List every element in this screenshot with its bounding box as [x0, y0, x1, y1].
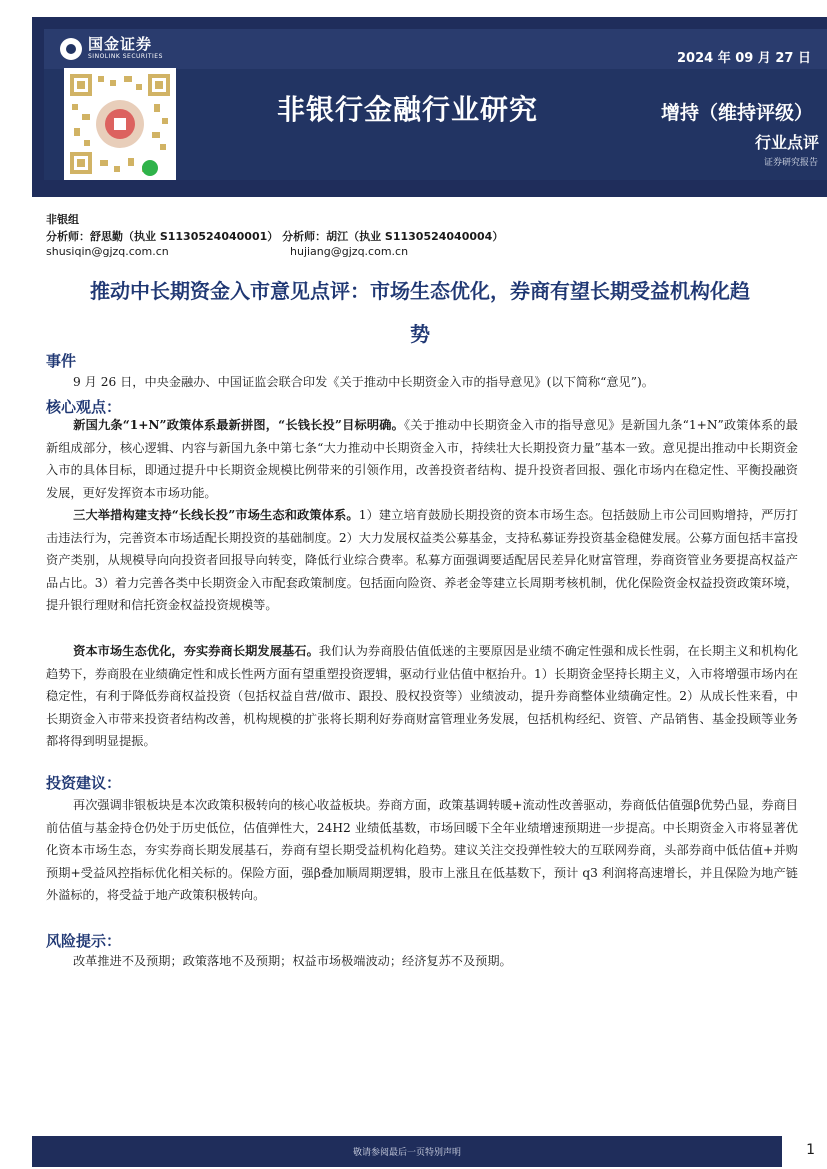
report-subtype: 证券研究报告	[763, 158, 818, 168]
section-heading-event: 事件	[46, 352, 77, 370]
main-title: 推动中长期资金入市意见点评：市场生态优化，券商有望长期受益机构化趋 势	[90, 279, 750, 346]
core-paragraph-3: 资本市场生态优化，夯实券商长期发展基石。我们认为券商股估值低迷的主要原因是业绩不确定性强和成长性弱，在长期主义和机构化趋势下，券商股在业绩确定性和成长性两方面有望重塑投资逻辑，驱动行业估值中枢抬升。1）长期资金坚持长期主义，入市将增强市场内在稳定性，有利于降低券商权益投资（包括权益自营/做市、跟投、股权投资等）业绩波动，提升券商整体业绩确定性。2）从成长性来看，中长期资金入市带来投资者结构改善，机构规模的扩张将长期利好券商财富管理业务发展，包括机构经纪、资管、产品销售、基金投顾等业务都将得到明显提振。	[46, 644, 799, 748]
core-paragraph-2: 三大举措构建支持“长线长投”市场生态和政策体系。1）建立培育鼓励长期投资的资本市场生态。包括鼓励上市公司回购增持，严厉打击违法行为，完善资本市场适配长期投资的基础制度。2）大力发展权益类公募基金，支持私募证券投资基金稳健发展。公募方面包括丰富投资产类别，从规模导向向投资者回报导向转变，降低行业综合费率。私募方面强调要适配居民差异化财富管理，券商资管业务要提高权益产品占比。3）着力完善各类中长期资金入市配套政策制度。包括面向险资、养老金等建立长周期考核机制，优化保险资金权益投资政策环境，提升银行理财和信托资金权益投资规模等。	[46, 508, 798, 612]
logo-name-en: SINOLINK SECURITIES	[88, 53, 163, 60]
event-paragraph: 9 月 26 日，中央金融办、中国证监会联合印发《关于推动中长期资金入市的指导意见》(以下简称“意见”)。	[73, 375, 654, 389]
analyst-email-2[interactable]: hujiang@gjzq.com.cn	[290, 245, 409, 258]
risk-paragraph: 改革推进不及预期；政策落地不及预期；权益市场极端波动；经济复苏不及预期。	[73, 954, 512, 968]
analyst-line: 分析师：舒思勤（执业 S1130524040001） 分析师：胡江（执业 S1130524040004）	[46, 230, 504, 243]
rating-badge: 增持（维持评级）	[660, 102, 813, 124]
report-date: 2024 年 09 月 27 日	[677, 51, 811, 66]
qr-code-icon	[64, 68, 176, 180]
logo-icon	[60, 38, 82, 60]
section-heading-invest: 投资建议：	[46, 774, 122, 792]
research-group: 非银组	[46, 213, 79, 226]
analyst-email-1[interactable]: shusiqin@gjzq.com.cn	[46, 245, 169, 258]
invest-paragraph: 再次强调非银板块是本次政策积极转向的核心收益板块。券商方面，政策基调转暖+流动性改善驱动，券商低估值强β优势凸显，券商目前估值与基金持仓仍处于历史低位，估值弹性大，24H2 业绩低基数，市场回暖下全年业绩增速预期进一步提高。中长期资金入市将显著优化资本市场生态，夯实券商长期发展基石，券商有望长期受益机构化趋势。建议关注交投弹性较大的互联网券商，头部券商中低估值+并购预期+受益风控指标优化相关标的。保险方面，强β叠加顺周期逻辑，股市上涨且在低基数下，预计 q3 利润将高速增长，并且保险为地产链外溢标的，将受益于地产政策积极转向。	[46, 798, 798, 902]
page-number: 1	[806, 1142, 815, 1158]
report-title: 非银行金融行业研究	[277, 93, 539, 126]
section-heading-core: 核心观点：	[46, 398, 122, 416]
report-type: 行业点评	[754, 133, 819, 152]
section-heading-risk: 风险提示：	[46, 932, 122, 950]
company-logo	[60, 37, 163, 60]
logo-name-cn: 国金证券	[88, 35, 153, 53]
core-paragraph-1: 新国九条“1+N”政策体系最新拼图，“长钱长投”目标明确。《关于推动中长期资金入市的指导意见》是新国九条“1+N”政策体系的最新组成部分，核心逻辑、内容与新国九条中第七条“大力推动中长期资金入市，持续壮大长期投资力量”基本一致。意见提出推动中长期资金入市的具体目标，即通过提升中长期资金规模比例带来的引领作用，改善投资者结构、提升投资者回报、强化市场内在稳定性、平衡投融资发展，更好发挥资本市场功能。	[46, 418, 798, 500]
footer-disclaimer: 敬请参阅最后一页特别声明	[352, 1148, 461, 1158]
